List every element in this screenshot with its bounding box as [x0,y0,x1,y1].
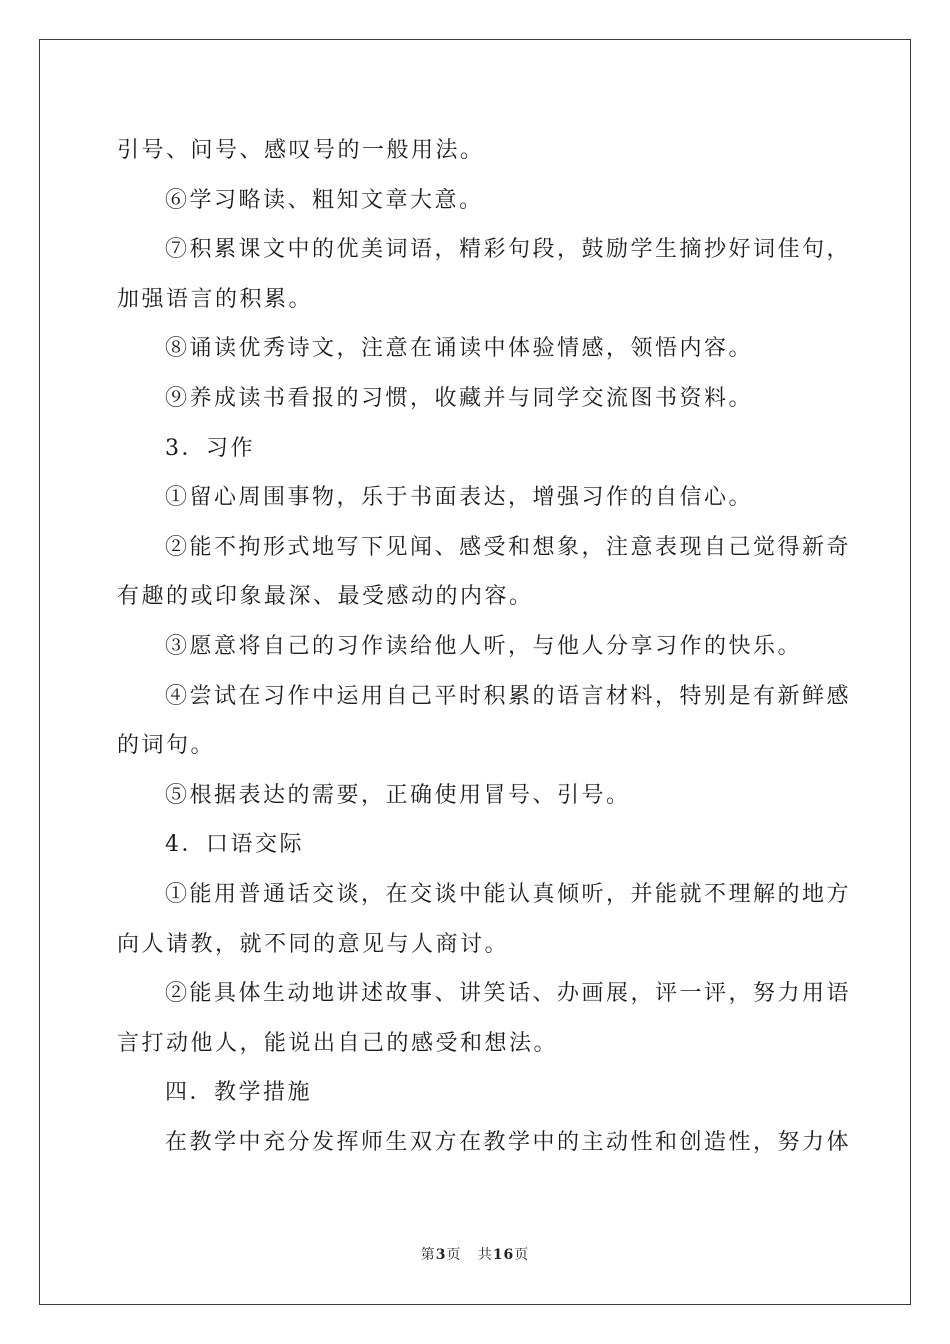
footer-total-number: 16 [492,1247,515,1263]
page-footer [0,1244,950,1264]
text-line: ⑥学习略读、粗知文章大意。 [165,187,484,213]
text-line: ②能不拘形式地写下见闻、感受和想象，注意表现自己觉得新奇 [165,534,852,560]
text-line: ④尝试在习作中运用自己平时积累的语言材料，特别是有新鲜感 [165,683,852,709]
text-line: ③愿意将自己的习作读给他人听，与他人分享习作的快乐。 [165,633,803,659]
text-line: ②能具体生动地讲述故事、讲笑话、办画展，评一评，努力用语 [165,981,852,1007]
text-line: 引号、问号、感叹号的一般用法。 [117,138,485,163]
text-line: ⑤根据表达的需要，正确使用冒号、引号。 [165,782,631,808]
text-line: ⑨养成读书看报的习惯，收藏并与同学交流图书资料。 [165,385,754,411]
text-line: 在教学中充分发挥师生双方在教学中的主动性和创造性，努力体 [165,1129,852,1155]
text-line: 4．口语交际 [165,832,304,858]
footer-page-number: 3 [435,1247,447,1263]
text-line: ①能用普通话交谈，在交谈中能认真倾听，并能就不理解的地方 [165,881,852,907]
text-line: 向人请教，就不同的意见与人商讨。 [117,931,510,957]
text-line: ①留心周围事物，乐于书面表达，增强习作的自信心。 [165,485,754,511]
text-line: 3．习作 [165,435,255,461]
footer-total-prefix: 共 [477,1247,493,1263]
text-line: 四．教学措施 [165,1080,313,1106]
text-line: 有趣的或印象最深、最受感动的内容。 [117,584,534,610]
footer-total-suffix: 页 [514,1247,530,1263]
text-line: ⑧诵读优秀诗文，注意在诵读中体验情感，领悟内容。 [165,336,754,362]
text-line: 加强语言的积累。 [117,286,314,312]
document-body [117,126,852,1167]
text-line: 言打动他人，能说出自己的感受和想法。 [117,1030,559,1056]
text-line: ⑦积累课文中的优美词语，精彩句段，鼓励学生摘抄好词佳句， [165,237,852,263]
footer-page-prefix: 第 [420,1247,436,1263]
footer-page-suffix: 页 [446,1247,462,1263]
text-line: 的词句。 [117,733,216,759]
